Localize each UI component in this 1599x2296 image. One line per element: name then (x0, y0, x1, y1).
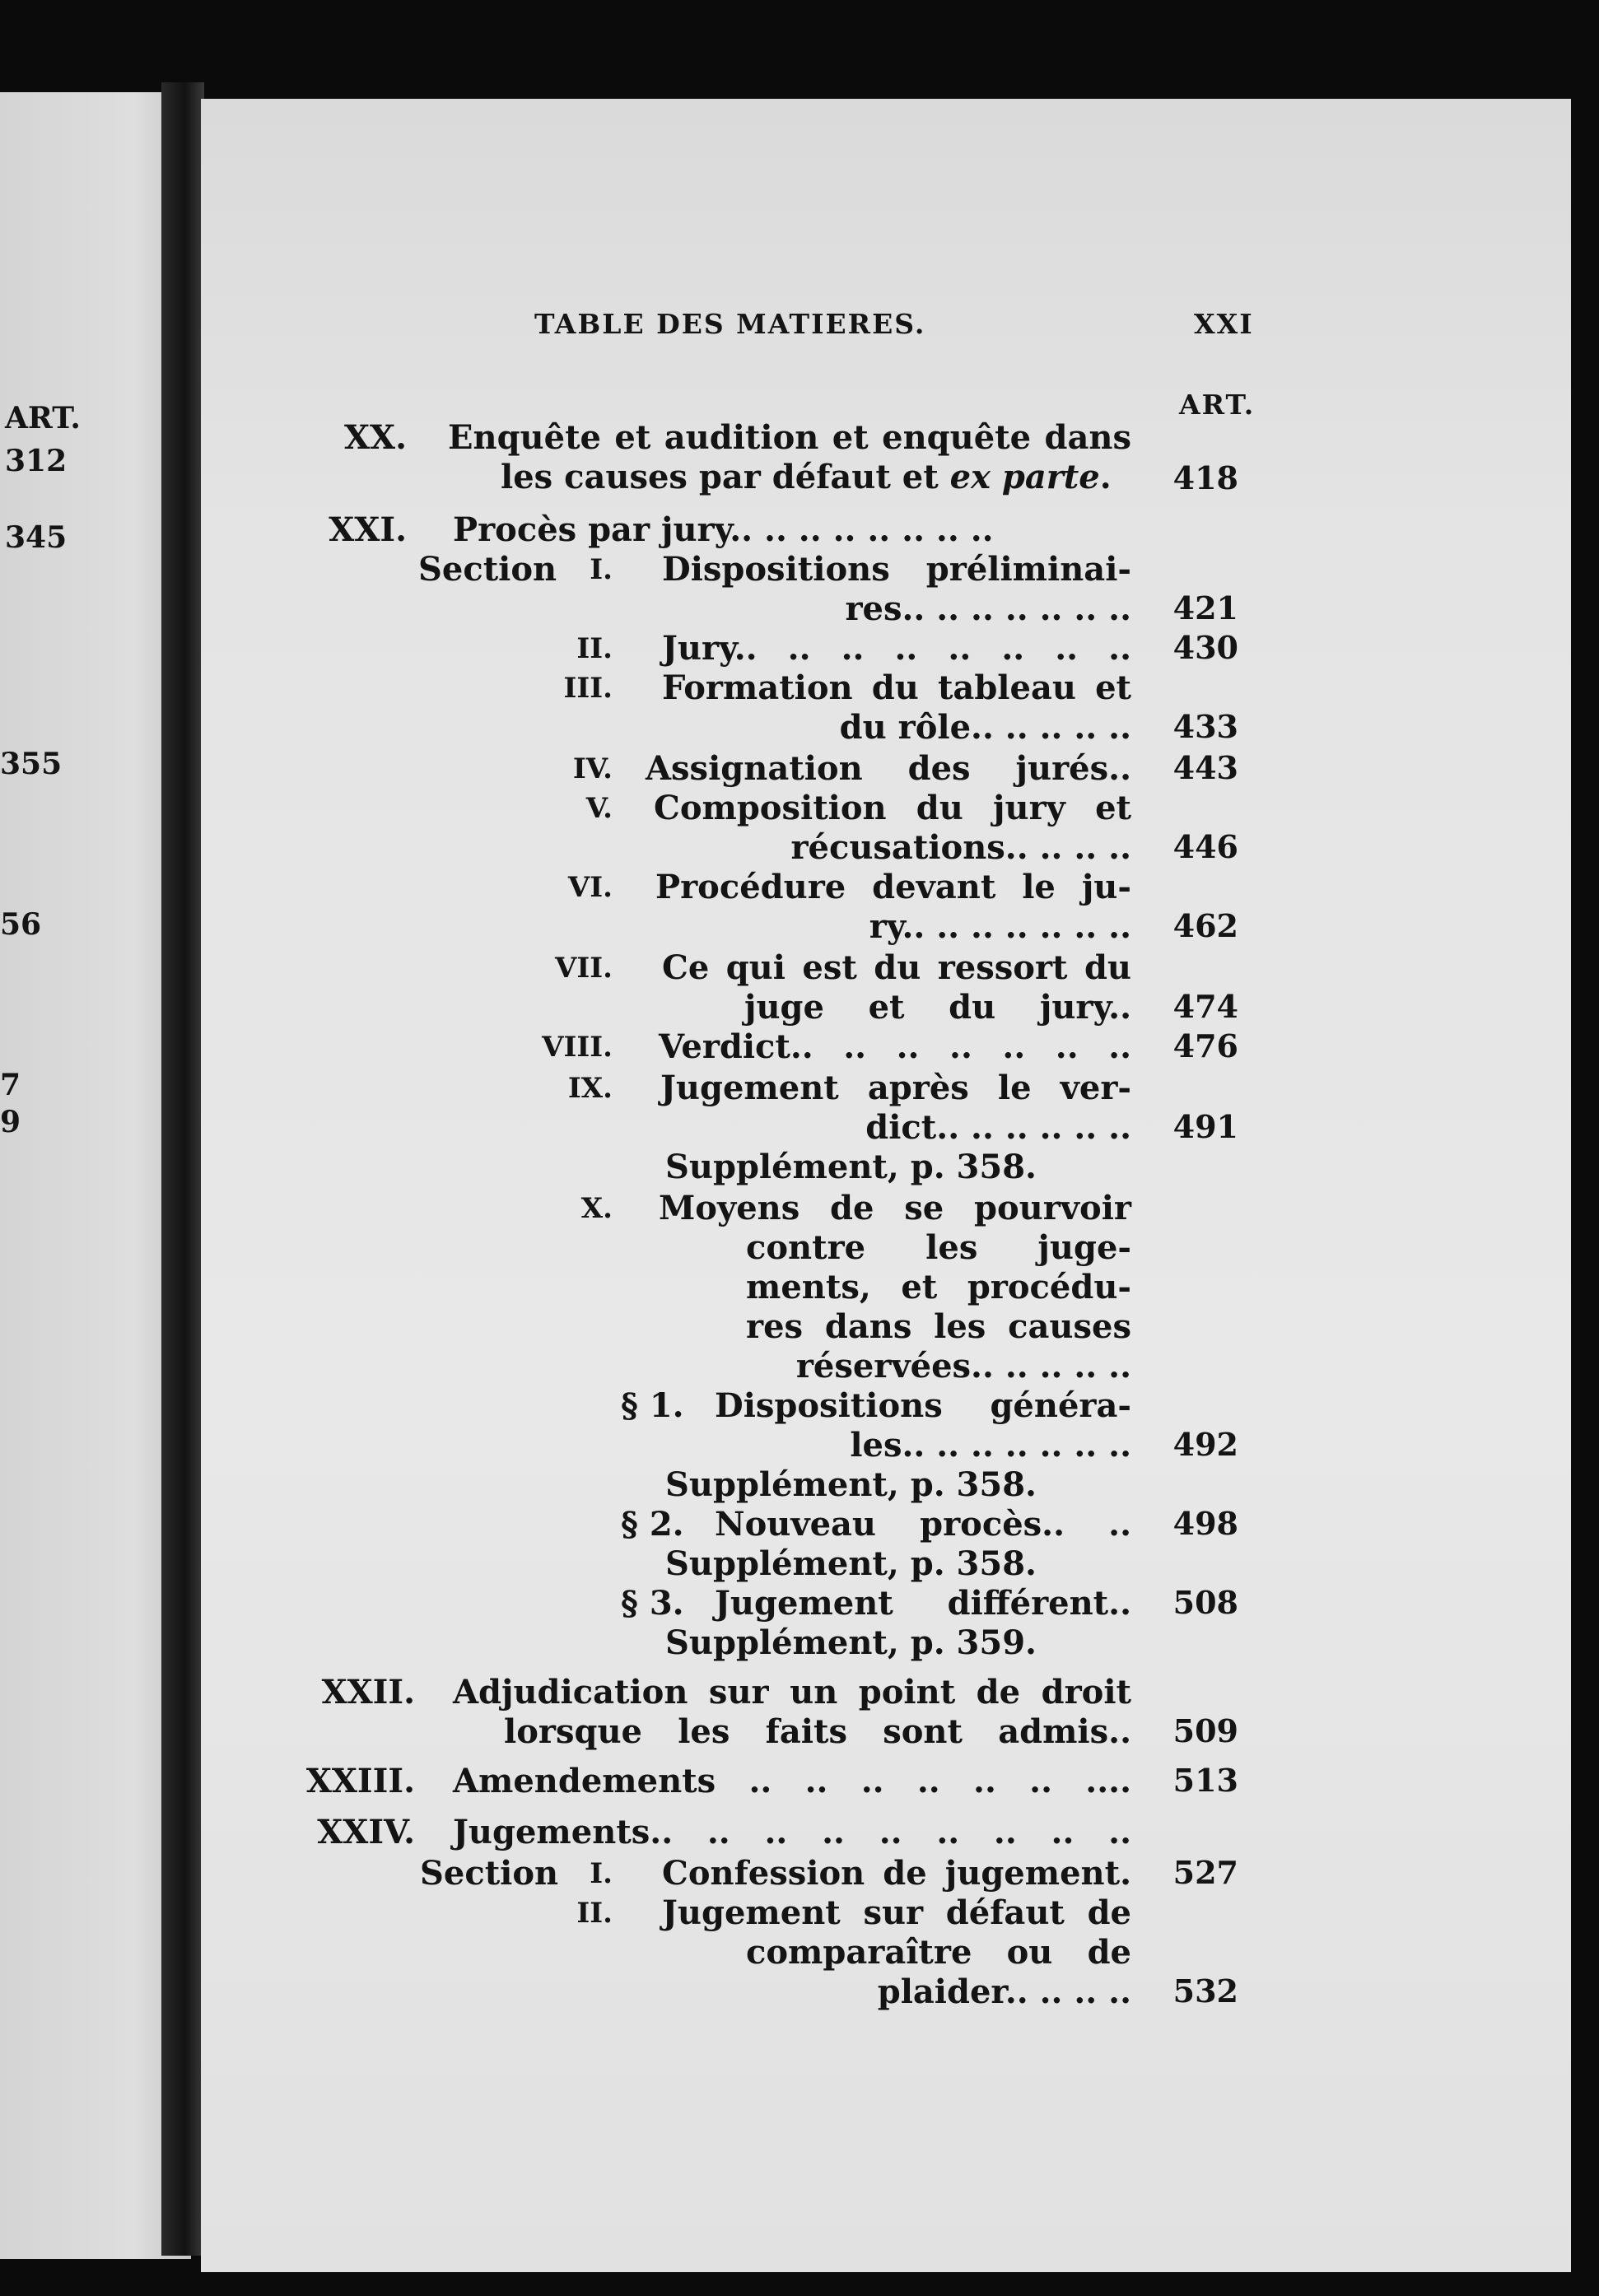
section-roman: I. (590, 553, 613, 586)
entry-text: Procès par jury.. .. .. .. .. .. .. .. (453, 510, 994, 549)
article-number: 430 (1172, 629, 1238, 666)
chapter-number: XX. (344, 418, 407, 457)
entry-text-line: lorsque les faits sont admis.. (504, 1712, 1131, 1751)
entry-text-line: ry.. .. .. .. .. .. .. (869, 907, 1131, 946)
entry-text: Ce qui est du ressort du (662, 948, 1131, 987)
chapter-number: XXII. (321, 1673, 415, 1712)
section-roman: VIII. (542, 1031, 613, 1064)
chapter-number: XXI. (329, 510, 407, 549)
chapter-number: XXIII. (305, 1762, 415, 1800)
supplement-note: Supplément, p. 358. (665, 1148, 1037, 1186)
supplement-note: Supplément, p. 359. (665, 1623, 1037, 1662)
entry-text-line: récusations.. .. .. .. (790, 828, 1131, 867)
article-number: 509 (1172, 1712, 1238, 1749)
section-roman: III. (563, 672, 613, 705)
section-roman: VII. (554, 952, 613, 985)
section-label: Section (420, 1854, 559, 1893)
section-roman: VI. (567, 871, 613, 904)
chapter-number: XXIV. (317, 1813, 415, 1851)
entry-text-line: res dans les causes (746, 1307, 1131, 1346)
article-number: 433 (1172, 708, 1238, 745)
article-number: 527 (1172, 1854, 1238, 1891)
entry-text: Adjudication sur un point de droit (453, 1673, 1131, 1712)
left-art-number: 9 (0, 1105, 21, 1139)
article-number: 491 (1172, 1108, 1238, 1145)
paragraph-mark: § 2. (621, 1505, 684, 1544)
entry-text: Jugements.. .. .. .. .. .. .. .. .. (453, 1813, 1131, 1851)
article-number: 513 (1172, 1762, 1238, 1799)
article-number: 498 (1172, 1505, 1238, 1542)
section-roman: X. (580, 1192, 613, 1225)
entry-text: Moyens de se pourvoir (659, 1189, 1131, 1227)
entry-text-line: contre les juge- (746, 1228, 1131, 1267)
entry-text: Jury.. .. .. .. .. .. .. .. (662, 629, 1131, 668)
section-roman: II. (576, 632, 613, 665)
article-number: 474 (1172, 988, 1238, 1025)
book-gutter (161, 82, 204, 2256)
section-label: Section (418, 550, 557, 589)
left-art-number: 56 (0, 907, 42, 942)
entry-text: Verdict.. .. .. .. .. .. .. (659, 1027, 1131, 1066)
article-number: 462 (1172, 907, 1238, 944)
entry-text: Formation du tableau et (662, 668, 1131, 707)
left-art-number: 312 (5, 444, 68, 478)
entry-text: Dispositions généra- (715, 1386, 1131, 1425)
section-roman: I. (590, 1857, 613, 1890)
article-number: 446 (1172, 828, 1238, 865)
article-number: 443 (1172, 749, 1238, 786)
article-number: 476 (1172, 1027, 1238, 1064)
entry-text-line: ments, et procédu- (746, 1268, 1131, 1306)
article-number: 421 (1172, 589, 1238, 626)
entry-text: Jugement après le ver- (660, 1069, 1131, 1107)
entry-text-line: juge et du jury.. (744, 988, 1131, 1027)
page-title: TABLE DES MATIERES. (534, 308, 926, 340)
left-art-number: 7 (0, 1068, 21, 1102)
paragraph-mark: § 1. (621, 1386, 684, 1425)
supplement-note: Supplément, p. 358. (665, 1465, 1037, 1504)
article-number: 532 (1172, 1972, 1238, 2010)
left-art-number: 345 (5, 520, 68, 555)
entry-text: Dispositions préliminai- (662, 550, 1131, 589)
section-roman: II. (576, 1897, 613, 1930)
entry-text-line: du rôle.. .. .. .. .. (839, 708, 1131, 747)
paragraph-mark: § 3. (621, 1584, 684, 1623)
left-art-number: 355 (0, 747, 63, 781)
entry-text: Assignation des jurés.. (646, 749, 1131, 788)
entry-text-line: réservées.. .. .. .. .. (795, 1347, 1131, 1386)
entry-text-line: les causes par défaut et ex parte. (501, 458, 1112, 496)
article-number: 418 (1172, 459, 1238, 496)
left-col-label: ART. (5, 401, 81, 435)
entry-text: Procédure devant le ju- (655, 868, 1131, 906)
article-number: 492 (1172, 1426, 1238, 1463)
supplement-note: Supplément, p. 358. (665, 1544, 1037, 1583)
entry-text: Jugement sur défaut de (662, 1893, 1131, 1932)
entry-text-line: les.. .. .. .. .. .. .. (850, 1426, 1131, 1465)
entry-text-line: dict.. .. .. .. .. .. (865, 1108, 1131, 1147)
art-column-label: ART. (1179, 389, 1256, 421)
page-number: XXI (1194, 308, 1254, 340)
entry-text: Jugement différent.. (715, 1584, 1131, 1623)
book-page (201, 99, 1571, 2272)
entry-text: Confession de jugement. (662, 1854, 1131, 1893)
entry-text: Enquête et audition et enquête dans (448, 418, 1131, 457)
section-roman: IX. (567, 1072, 613, 1105)
entry-text-line: comparaître ou de (746, 1933, 1131, 1972)
section-roman: IV. (572, 752, 613, 785)
entry-text-line: plaider.. .. .. .. (877, 1972, 1131, 2011)
section-roman: V. (585, 792, 613, 825)
entry-text: Nouveau procès.. .. (715, 1505, 1131, 1544)
entry-text-line: res.. .. .. .. .. .. .. (845, 589, 1131, 628)
entry-text: Composition du jury et (654, 789, 1131, 827)
entry-text: Amendements .. .. .. .. .. .. .... (453, 1762, 1131, 1800)
article-number: 508 (1172, 1584, 1238, 1621)
